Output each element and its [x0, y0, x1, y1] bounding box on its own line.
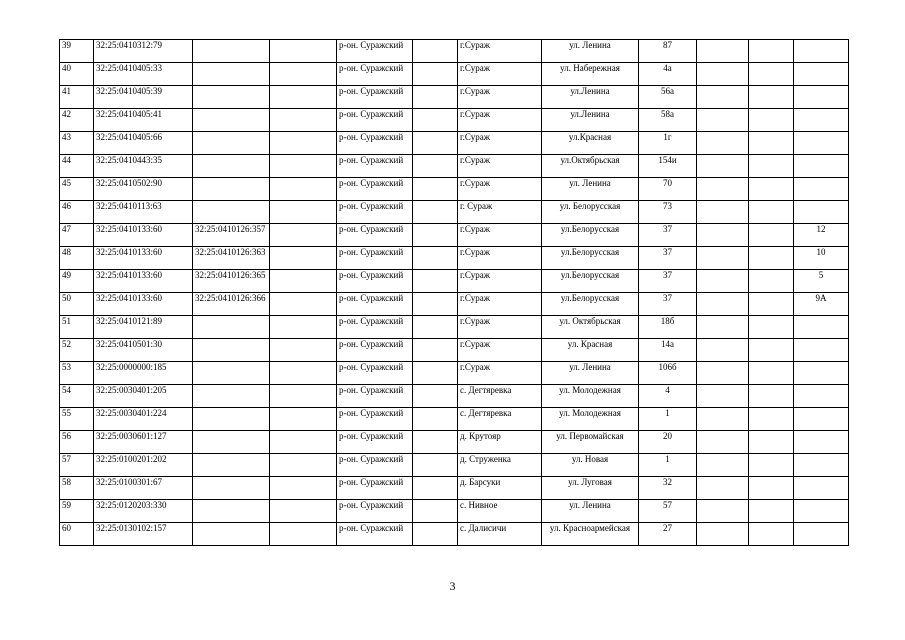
cell-house-number: 56а: [639, 86, 697, 109]
cell-blank-column: [270, 362, 337, 385]
cell-row-number: 60: [60, 523, 94, 546]
cell-house-number: 37: [639, 293, 697, 316]
cell-sub-cadastral-number: [193, 339, 270, 362]
cell-apartment-number: 12: [794, 224, 849, 247]
cell-cadastral-number: 32:25:0410133:60: [94, 293, 193, 316]
cell-district: р-он. Суражский: [337, 339, 413, 362]
cell-house-number: 57: [639, 500, 697, 523]
table-row: [60, 523, 849, 546]
cell-blank-column-2: [413, 362, 458, 385]
table-row: [60, 178, 849, 201]
cell-blank-column-3: [697, 339, 749, 362]
cell-blank-column-3: [697, 477, 749, 500]
cell-blank-column-2: [413, 86, 458, 109]
cell-apartment-number: [794, 316, 849, 339]
cell-apartment-number: [794, 339, 849, 362]
cell-cadastral-number: 32:25:0410405:41: [94, 109, 193, 132]
cell-blank-column-3: [697, 109, 749, 132]
cell-sub-cadastral-number: [193, 316, 270, 339]
cell-row-number: 50: [60, 293, 94, 316]
cell-sub-cadastral-number: 32:25:0410126:366: [193, 293, 270, 316]
cell-blank-column-4: [749, 155, 794, 178]
cell-settlement: д. Барсуки: [458, 477, 542, 500]
cell-row-number: 42: [60, 109, 94, 132]
cell-street: ул.Белорусская: [542, 293, 639, 316]
cell-sub-cadastral-number: [193, 362, 270, 385]
cell-blank-column: [270, 477, 337, 500]
cell-cadastral-number: 32:25:0410113:63: [94, 201, 193, 224]
cell-settlement: с. Дегтяревка: [458, 385, 542, 408]
cell-street: ул.Белорусская: [542, 270, 639, 293]
cell-blank-column-3: [697, 201, 749, 224]
cell-district: р-он. Суражский: [337, 86, 413, 109]
table-row: [60, 86, 849, 109]
cell-blank-column-4: [749, 40, 794, 63]
cell-apartment-number: [794, 523, 849, 546]
cell-blank-column-3: [697, 247, 749, 270]
cell-district: р-он. Суражский: [337, 40, 413, 63]
cell-sub-cadastral-number: 32:25:0410126:357: [193, 224, 270, 247]
cell-blank-column-4: [749, 201, 794, 224]
cell-cadastral-number: 32:25:0030401:205: [94, 385, 193, 408]
cell-blank-column: [270, 500, 337, 523]
cell-blank-column: [270, 523, 337, 546]
cell-cadastral-number: 32:25:0030401:224: [94, 408, 193, 431]
cell-blank-column-3: [697, 431, 749, 454]
cell-district: р-он. Суражский: [337, 178, 413, 201]
cell-settlement: с. Далисичи: [458, 523, 542, 546]
cell-cadastral-number: 32:25:0410312:79: [94, 40, 193, 63]
table-row: [60, 500, 849, 523]
cell-street: ул. Молодежная: [542, 385, 639, 408]
cell-blank-column-2: [413, 523, 458, 546]
cell-blank-column-4: [749, 339, 794, 362]
cell-district: р-он. Суражский: [337, 201, 413, 224]
cell-settlement: г.Сураж: [458, 40, 542, 63]
cell-blank-column: [270, 316, 337, 339]
cell-sub-cadastral-number: [193, 477, 270, 500]
cell-blank-column-4: [749, 385, 794, 408]
cell-blank-column: [270, 293, 337, 316]
cell-cadastral-number: 32:25:0410133:60: [94, 247, 193, 270]
cell-settlement: г.Сураж: [458, 270, 542, 293]
cell-blank-column: [270, 454, 337, 477]
cell-cadastral-number: 32:25:0100301:67: [94, 477, 193, 500]
cell-house-number: 4: [639, 385, 697, 408]
cell-cadastral-number: 32:25:0000000:185: [94, 362, 193, 385]
cell-blank-column-2: [413, 477, 458, 500]
cell-street: ул. Ленина: [542, 362, 639, 385]
cell-blank-column-4: [749, 316, 794, 339]
cell-blank-column-3: [697, 500, 749, 523]
cell-blank-column-2: [413, 293, 458, 316]
cell-blank-column: [270, 132, 337, 155]
cell-blank-column-2: [413, 270, 458, 293]
cell-row-number: 41: [60, 86, 94, 109]
cell-apartment-number: [794, 86, 849, 109]
cell-row-number: 45: [60, 178, 94, 201]
cell-blank-column: [270, 40, 337, 63]
cell-house-number: 70: [639, 178, 697, 201]
cell-cadastral-number: 32:25:0410502:90: [94, 178, 193, 201]
cell-row-number: 56: [60, 431, 94, 454]
cell-settlement: г.Сураж: [458, 86, 542, 109]
cell-blank-column-3: [697, 63, 749, 86]
cell-blank-column: [270, 86, 337, 109]
cell-cadastral-number: 32:25:0410501:30: [94, 339, 193, 362]
cell-house-number: 4а: [639, 63, 697, 86]
cell-blank-column-4: [749, 270, 794, 293]
cell-row-number: 57: [60, 454, 94, 477]
cell-sub-cadastral-number: [193, 109, 270, 132]
cell-district: р-он. Суражский: [337, 454, 413, 477]
cell-row-number: 40: [60, 63, 94, 86]
cell-blank-column-3: [697, 408, 749, 431]
cell-blank-column-4: [749, 132, 794, 155]
cell-blank-column-4: [749, 477, 794, 500]
cell-street: ул. Набережная: [542, 63, 639, 86]
cell-blank-column: [270, 201, 337, 224]
cell-settlement: д. Струженка: [458, 454, 542, 477]
cell-district: р-он. Суражский: [337, 431, 413, 454]
cell-district: р-он. Суражский: [337, 132, 413, 155]
cell-district: р-он. Суражский: [337, 385, 413, 408]
cell-apartment-number: [794, 40, 849, 63]
cell-row-number: 39: [60, 40, 94, 63]
cell-blank-column: [270, 247, 337, 270]
table-row: [60, 201, 849, 224]
cell-blank-column-3: [697, 40, 749, 63]
cell-district: р-он. Суражский: [337, 247, 413, 270]
cell-settlement: с. Дегтяревка: [458, 408, 542, 431]
cell-house-number: 87: [639, 40, 697, 63]
cell-district: р-он. Суражский: [337, 362, 413, 385]
cell-settlement: г.Сураж: [458, 109, 542, 132]
cell-sub-cadastral-number: [193, 500, 270, 523]
cell-blank-column-2: [413, 385, 458, 408]
cell-cadastral-number: 32:25:0410405:33: [94, 63, 193, 86]
cell-blank-column-4: [749, 63, 794, 86]
cell-apartment-number: 9А: [794, 293, 849, 316]
cell-street: ул.Белорусская: [542, 224, 639, 247]
table-row: [60, 132, 849, 155]
cell-cadastral-number: 32:25:0410133:60: [94, 224, 193, 247]
cell-blank-column-2: [413, 178, 458, 201]
cell-row-number: 53: [60, 362, 94, 385]
cell-blank-column-4: [749, 247, 794, 270]
cell-blank-column-3: [697, 385, 749, 408]
cell-blank-column-3: [697, 132, 749, 155]
cell-settlement: г.Сураж: [458, 247, 542, 270]
cell-sub-cadastral-number: [193, 132, 270, 155]
cell-apartment-number: [794, 454, 849, 477]
cell-blank-column: [270, 339, 337, 362]
cell-district: р-он. Суражский: [337, 293, 413, 316]
cell-blank-column-4: [749, 500, 794, 523]
cell-settlement: г. Сураж: [458, 201, 542, 224]
cell-street: ул. Ленина: [542, 40, 639, 63]
table-row: [60, 224, 849, 247]
cell-cadastral-number: 32:25:0410405:39: [94, 86, 193, 109]
cell-blank-column-2: [413, 408, 458, 431]
cell-house-number: 73: [639, 201, 697, 224]
cell-district: р-он. Суражский: [337, 523, 413, 546]
cell-blank-column-4: [749, 86, 794, 109]
cell-blank-column-4: [749, 293, 794, 316]
table-row: [60, 40, 849, 63]
cell-row-number: 51: [60, 316, 94, 339]
table-row: [60, 477, 849, 500]
table-row: [60, 385, 849, 408]
table-row: [60, 431, 849, 454]
cell-sub-cadastral-number: [193, 201, 270, 224]
cell-apartment-number: [794, 178, 849, 201]
table-row: [60, 339, 849, 362]
cell-apartment-number: [794, 155, 849, 178]
cell-street: ул. Красноармейская: [542, 523, 639, 546]
table-body: [60, 40, 849, 546]
cell-row-number: 47: [60, 224, 94, 247]
cell-cadastral-number: 32:25:0100201:202: [94, 454, 193, 477]
cell-blank-column-2: [413, 155, 458, 178]
cell-row-number: 54: [60, 385, 94, 408]
cell-house-number: 27: [639, 523, 697, 546]
cell-district: р-он. Суражский: [337, 155, 413, 178]
cell-apartment-number: 10: [794, 247, 849, 270]
cell-blank-column-3: [697, 293, 749, 316]
cell-row-number: 49: [60, 270, 94, 293]
cell-settlement: г.Сураж: [458, 316, 542, 339]
cell-cadastral-number: 32:25:0410121:89: [94, 316, 193, 339]
cell-apartment-number: [794, 477, 849, 500]
cell-settlement: г.Сураж: [458, 63, 542, 86]
cell-blank-column: [270, 155, 337, 178]
cell-sub-cadastral-number: [193, 40, 270, 63]
cell-blank-column: [270, 178, 337, 201]
table-row: [60, 109, 849, 132]
cell-cadastral-number: 32:25:0410405:66: [94, 132, 193, 155]
cell-blank-column-3: [697, 155, 749, 178]
cell-blank-column: [270, 224, 337, 247]
cell-row-number: 43: [60, 132, 94, 155]
cell-blank-column-2: [413, 500, 458, 523]
table-row: [60, 362, 849, 385]
cell-street: ул. Новая: [542, 454, 639, 477]
table-row: [60, 316, 849, 339]
cell-sub-cadastral-number: [193, 86, 270, 109]
cell-street: ул.Белорусская: [542, 247, 639, 270]
cell-house-number: 37: [639, 224, 697, 247]
cell-blank-column-2: [413, 247, 458, 270]
cell-settlement: с. Нивное: [458, 500, 542, 523]
cell-street: ул. Ленина: [542, 500, 639, 523]
cell-sub-cadastral-number: 32:25:0410126:363: [193, 247, 270, 270]
cell-cadastral-number: 32:25:0030601:127: [94, 431, 193, 454]
cell-settlement: г.Сураж: [458, 339, 542, 362]
cell-blank-column-2: [413, 132, 458, 155]
cell-blank-column-3: [697, 224, 749, 247]
cell-district: р-он. Суражский: [337, 316, 413, 339]
page-number: 3: [449, 579, 456, 593]
cell-apartment-number: [794, 201, 849, 224]
cell-blank-column-3: [697, 178, 749, 201]
cell-blank-column-2: [413, 316, 458, 339]
cell-apartment-number: [794, 385, 849, 408]
cell-house-number: 37: [639, 247, 697, 270]
cell-blank-column-3: [697, 270, 749, 293]
cell-apartment-number: [794, 362, 849, 385]
cell-sub-cadastral-number: [193, 408, 270, 431]
cell-blank-column-4: [749, 178, 794, 201]
cell-cadastral-number: 32:25:0120203:330: [94, 500, 193, 523]
cell-blank-column-4: [749, 362, 794, 385]
cell-house-number: 1г: [639, 132, 697, 155]
cell-house-number: 18б: [639, 316, 697, 339]
table-row: [60, 408, 849, 431]
table-row: [60, 63, 849, 86]
cell-street: ул. Красная: [542, 339, 639, 362]
cell-settlement: г.Сураж: [458, 132, 542, 155]
cell-blank-column-3: [697, 316, 749, 339]
cell-blank-column: [270, 385, 337, 408]
cell-blank-column-3: [697, 454, 749, 477]
cell-cadastral-number: 32:25:0410443:35: [94, 155, 193, 178]
cell-district: р-он. Суражский: [337, 500, 413, 523]
cell-street: ул.Ленина: [542, 109, 639, 132]
table-row: [60, 454, 849, 477]
cell-blank-column-2: [413, 201, 458, 224]
cell-district: р-он. Суражский: [337, 408, 413, 431]
cell-blank-column: [270, 270, 337, 293]
cell-sub-cadastral-number: 32:25:0410126:365: [193, 270, 270, 293]
cell-house-number: 32: [639, 477, 697, 500]
table-row: [60, 270, 849, 293]
property-table: [59, 39, 849, 546]
cell-blank-column: [270, 63, 337, 86]
cell-row-number: 46: [60, 201, 94, 224]
cell-apartment-number: [794, 431, 849, 454]
cell-district: р-он. Суражский: [337, 224, 413, 247]
cell-blank-column-2: [413, 40, 458, 63]
cell-street: ул. Первомайская: [542, 431, 639, 454]
cell-street: ул. Луговая: [542, 477, 639, 500]
table-row: [60, 155, 849, 178]
cell-blank-column: [270, 408, 337, 431]
cell-blank-column-2: [413, 339, 458, 362]
cell-row-number: 59: [60, 500, 94, 523]
cell-blank-column-4: [749, 523, 794, 546]
cell-row-number: 55: [60, 408, 94, 431]
cell-street: ул.Красная: [542, 132, 639, 155]
cell-sub-cadastral-number: [193, 63, 270, 86]
cell-district: р-он. Суражский: [337, 270, 413, 293]
cell-blank-column-2: [413, 109, 458, 132]
cell-blank-column-4: [749, 454, 794, 477]
cell-house-number: 14а: [639, 339, 697, 362]
cell-apartment-number: [794, 408, 849, 431]
cell-blank-column-4: [749, 431, 794, 454]
cell-house-number: 1: [639, 454, 697, 477]
cell-sub-cadastral-number: [193, 454, 270, 477]
cell-settlement: г.Сураж: [458, 224, 542, 247]
cell-house-number: 20: [639, 431, 697, 454]
cell-district: р-он. Суражский: [337, 63, 413, 86]
cell-blank-column-3: [697, 362, 749, 385]
cell-settlement: г.Сураж: [458, 155, 542, 178]
table-row: [60, 247, 849, 270]
cell-settlement: д. Крутояр: [458, 431, 542, 454]
cell-district: р-он. Суражский: [337, 477, 413, 500]
cell-sub-cadastral-number: [193, 155, 270, 178]
cell-blank-column-2: [413, 431, 458, 454]
cell-apartment-number: [794, 63, 849, 86]
cell-blank-column-4: [749, 109, 794, 132]
cell-blank-column-4: [749, 408, 794, 431]
cell-sub-cadastral-number: [193, 431, 270, 454]
cell-district: р-он. Суражский: [337, 109, 413, 132]
cell-row-number: 52: [60, 339, 94, 362]
cell-street: ул.Ленина: [542, 86, 639, 109]
cell-sub-cadastral-number: [193, 385, 270, 408]
cell-blank-column: [270, 109, 337, 132]
cell-blank-column-2: [413, 454, 458, 477]
cell-row-number: 44: [60, 155, 94, 178]
cell-house-number: 37: [639, 270, 697, 293]
cell-blank-column-3: [697, 86, 749, 109]
cell-apartment-number: [794, 109, 849, 132]
cell-street: ул.Октябрьская: [542, 155, 639, 178]
cell-street: ул. Белорусская: [542, 201, 639, 224]
cell-cadastral-number: 32:25:0130102:157: [94, 523, 193, 546]
cell-sub-cadastral-number: [193, 178, 270, 201]
cell-house-number: 106б: [639, 362, 697, 385]
cell-sub-cadastral-number: [193, 523, 270, 546]
cell-street: ул. Ленина: [542, 178, 639, 201]
cell-row-number: 48: [60, 247, 94, 270]
cell-apartment-number: 5: [794, 270, 849, 293]
cell-house-number: 154и: [639, 155, 697, 178]
cell-blank-column-4: [749, 224, 794, 247]
cell-cadastral-number: 32:25:0410133:60: [94, 270, 193, 293]
cell-house-number: 58а: [639, 109, 697, 132]
cell-blank-column-2: [413, 63, 458, 86]
cell-apartment-number: [794, 500, 849, 523]
cell-row-number: 58: [60, 477, 94, 500]
cell-house-number: 1: [639, 408, 697, 431]
cell-street: ул. Октябрьская: [542, 316, 639, 339]
cell-blank-column-3: [697, 523, 749, 546]
cell-settlement: г.Сураж: [458, 178, 542, 201]
cell-apartment-number: [794, 132, 849, 155]
cell-blank-column-2: [413, 224, 458, 247]
cell-blank-column: [270, 431, 337, 454]
cell-settlement: г.Сураж: [458, 293, 542, 316]
cell-settlement: г.Сураж: [458, 362, 542, 385]
table-row: [60, 293, 849, 316]
cell-street: ул. Молодежная: [542, 408, 639, 431]
